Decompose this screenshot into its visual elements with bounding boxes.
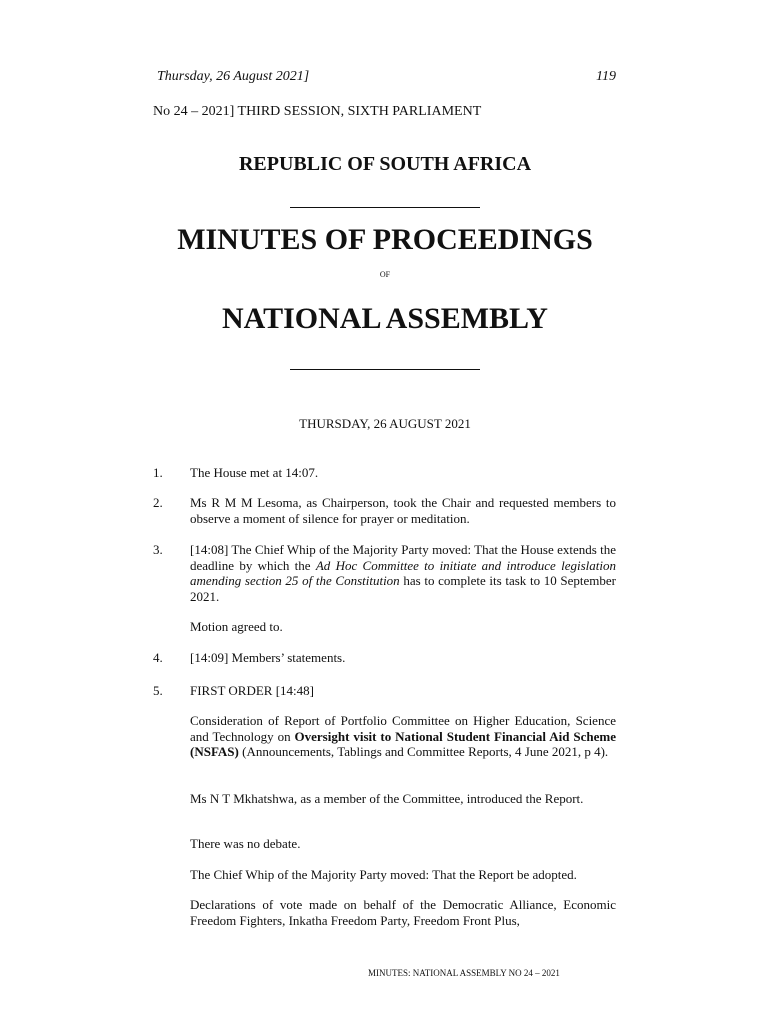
page-footer: MINUTES: NATIONAL ASSEMBLY NO 24 – 2021 xyxy=(368,968,560,978)
item-number: 1. xyxy=(153,465,163,480)
item-number: 5. xyxy=(153,683,163,698)
title-divider-top xyxy=(290,207,480,208)
item-text-part: has to complete its task to 10 September 2021. xyxy=(190,573,616,604)
consideration-text: (Announcements, Tablings and Committee Reports, 4 June 2021, p 4). xyxy=(238,744,609,759)
title-divider-bottom xyxy=(290,369,480,370)
item-number: 4. xyxy=(153,650,163,665)
consideration-text: Consideration of Report of Portfolio Committee on Higher Education, Science and Technology on xyxy=(190,713,616,744)
country-title: REPUBLIC OF SOUTH AFRICA xyxy=(238,153,532,175)
item-number: 3. xyxy=(153,542,163,557)
debate-paragraph: There was no debate. xyxy=(190,836,301,851)
item-number: 2. xyxy=(153,495,163,510)
declarations-paragraph: Declarations of vote made on behalf of the Democratic Alliance, Economic Freedom Fighters, Inkatha Freedom Party, Freedom Front Plus, xyxy=(190,897,616,928)
document-title: MINUTES OF PROCEEDINGS xyxy=(177,223,593,256)
item-text: [14:09] Members’ statements. xyxy=(190,650,346,665)
report-subject: Oversight visit to National Student Financial Aid Scheme (NSFAS) xyxy=(190,728,616,759)
assembly-title: NATIONAL ASSEMBLY xyxy=(222,302,548,335)
item-text xyxy=(190,542,616,604)
item-text-part: [14:08] The Chief Whip of the Majority Party moved: That the House extends the deadline by which the xyxy=(190,542,616,573)
session-line: No 24 – 2021] THIRD SESSION, SIXTH PARLIAMENT xyxy=(153,104,482,119)
page-number: 119 xyxy=(596,69,616,84)
title-of: OF xyxy=(379,270,391,279)
order-heading: FIRST ORDER [14:48] xyxy=(190,683,314,698)
item-text: The House met at 14:07. xyxy=(190,465,319,480)
consideration-paragraph xyxy=(190,713,616,760)
header-date: Thursday, 26 August 2021] xyxy=(157,69,310,84)
committee-name: Ad Hoc Committee to initiate and introduce legislation amending section 25 of the Constitution xyxy=(190,557,616,588)
sitting-date: THURSDAY, 26 AUGUST 2021 xyxy=(299,416,471,431)
introduced-paragraph: Ms N T Mkhatshwa, as a member of the Committee, introduced the Report. xyxy=(190,791,584,806)
moved-paragraph: The Chief Whip of the Majority Party moved: That the Report be adopted. xyxy=(190,867,577,882)
item-text: Ms R M M Lesoma, as Chairperson, took the Chair and requested members to observe a moment of silence for prayer or meditation. xyxy=(190,495,616,526)
motion-result: Motion agreed to. xyxy=(190,619,283,634)
